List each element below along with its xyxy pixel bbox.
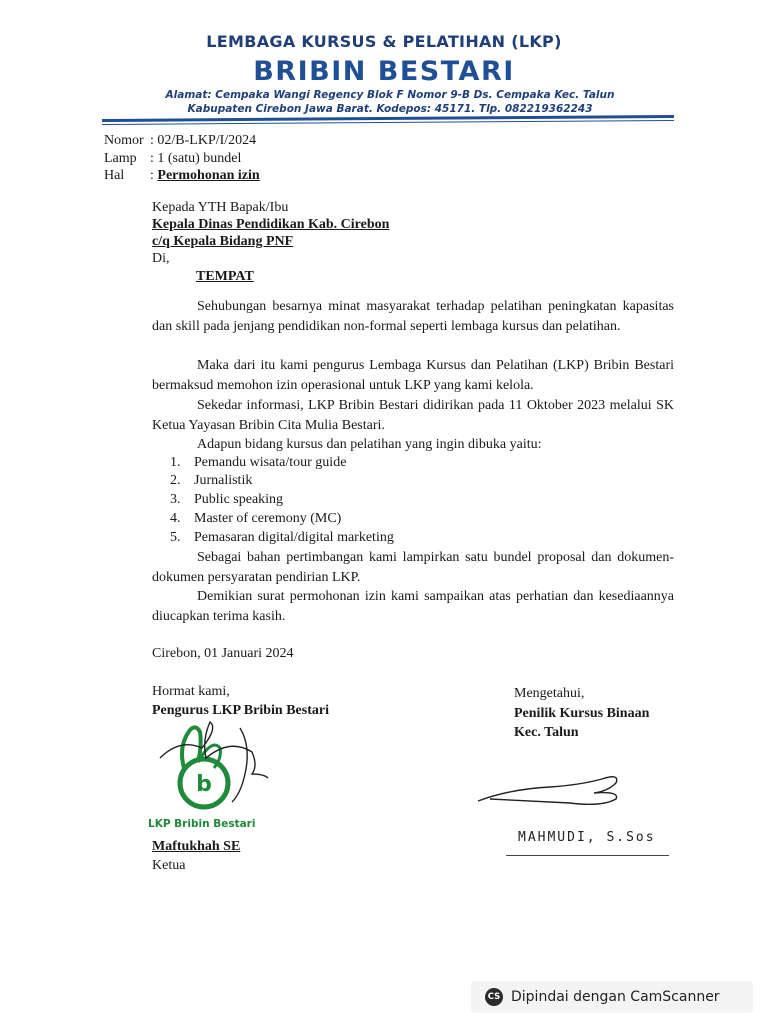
recipient-line-2: Kepala Dinas Pendidikan Kab. Cirebon [152, 217, 390, 232]
meta-hal-label: Hal [104, 168, 125, 183]
list-item: 1. Pemandu wisata/tour guide [170, 455, 347, 470]
recipient-place: TEMPAT [196, 269, 254, 284]
camscanner-text: Dipindai dengan CamScanner [511, 989, 720, 1005]
sign-right-greeting: Mengetahui, [514, 686, 585, 701]
meta-lamp-value: : 1 (satu) bundel [150, 151, 242, 166]
list-item: 2. Jurnalistik [170, 473, 253, 488]
body-paragraph-5: Sebagai bahan pertimbangan kami lampirkan satu bundel proposal dan dokumen-dokumen persyaratan pendirian LKP. [152, 550, 674, 585]
camscanner-icon: CS [485, 988, 503, 1006]
letterhead-name: BRIBIN BESTARI [253, 56, 515, 87]
stamp-logo [140, 718, 280, 828]
sign-left-greeting: Hormat kami, [152, 684, 230, 699]
sign-right-title-2: Kec. Talun [514, 725, 579, 740]
camscanner-badge [471, 981, 753, 1013]
meta-lamp-label: Lamp [104, 151, 137, 166]
body-paragraph-2: Maka dari itu kami pengurus Lembaga Kursus dan Pelatihan (LKP) Bribin Bestari bermaksud memohon izin operasional untuk LKP yang kami kelola. [152, 358, 674, 393]
body-paragraph-1: Sehubungan besarnya minat masyarakat terhadap pelatihan peningkatan kapasitas dan skill pada jenjang pendidikan non-formal seperti lembaga kursus dan pelatihan. [152, 299, 674, 334]
signature-mark [470, 765, 670, 815]
handwritten-name: MAHMUDI, S.Sos [518, 830, 656, 845]
recipient-line-1: Kepada YTH Bapak/Ibu [152, 200, 289, 215]
meta-hal-value: Permohonan izin [157, 168, 260, 183]
sign-left-name: Maftukhah SE [152, 839, 241, 854]
svg-text:b: b [196, 772, 212, 797]
list-item: 4. Master of ceremony (MC) [170, 511, 342, 526]
body-paragraph-4: Adapun bidang kursus dan pelatihan yang ingin dibuka yaitu: [197, 437, 542, 452]
recipient-line-4: Di, [152, 251, 170, 266]
letterhead-address-1: Alamat: Cempaka Wangi Regency Blok F Nomor 9-B Ds. Cempaka Kec. Talun [165, 89, 615, 101]
sign-left-role: Ketua [152, 858, 186, 873]
stamp-text: LKP Bribin Bestari [148, 818, 256, 830]
sign-right-title-1: Penilik Kursus Binaan [514, 706, 650, 721]
list-item: 3. Public speaking [170, 492, 284, 507]
meta-nomor [104, 132, 256, 150]
sign-left-org: Pengurus LKP Bribin Bestari [152, 703, 329, 718]
meta-lamp [104, 150, 241, 168]
meta-hal [104, 167, 260, 185]
letterhead-org: LEMBAGA KURSUS & PELATIHAN (LKP) [206, 32, 562, 51]
meta-hal-colon: : [150, 168, 158, 183]
body-paragraph-6: Demikian surat permohonan izin kami sampaikan atas perhatian dan kesediaannya diucapkan terima kasih. [152, 589, 674, 624]
letterhead-address-2: Kabupaten Cirebon Jawa Barat. Kodepos: 45171. Tlp. 082219362243 [187, 103, 593, 115]
meta-nomor-label: Nomor [104, 133, 144, 148]
body-paragraph-3: Sekedar informasi, LKP Bribin Bestari didirikan pada 11 Oktober 2023 melalui SK Ketua Yayasan Bribin Cita Mulia Bestari. [152, 398, 674, 433]
signature-underline [506, 855, 669, 856]
recipient-line-3: c/q Kepala Bidang PNF [152, 234, 294, 249]
list-item: 5. Pemasaran digital/digital marketing [170, 530, 394, 545]
date-line: Cirebon, 01 Januari 2024 [152, 646, 294, 661]
meta-nomor-value: : 02/B-LKP/I/2024 [150, 133, 257, 148]
